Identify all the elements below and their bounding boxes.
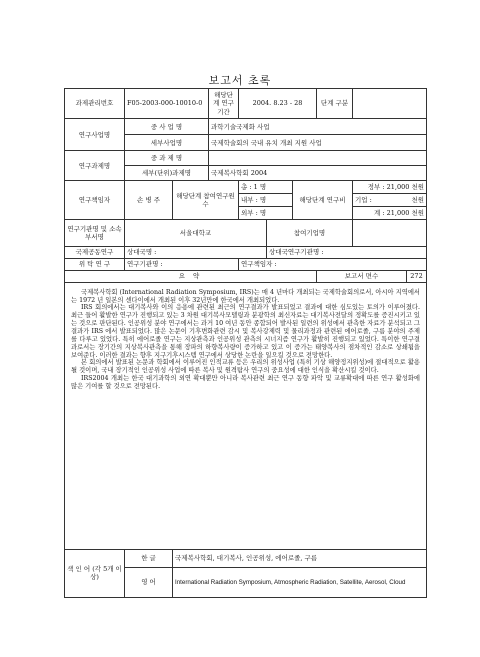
- intl-country: 상대국명 :: [125, 246, 267, 258]
- keywords-ko-label: 한 글: [125, 549, 173, 567]
- institution-value: 서울대학교: [125, 220, 267, 246]
- stage-value: [353, 89, 427, 119]
- program-main-value: 과학기술국제화 사업: [209, 119, 427, 135]
- abstract-paragraph-3: 본 회의에서 발표된 논문과 학회에서 이루어진 인적교류 등은 우리의 위성사업 (특히 기상 해양정지위성)에 절대적으로 활용될 것이며, 국내 장기적인 인공위성 사업에 따른 복사 및 원격탐사 연구의 중요성에 대한 인식을 확산시킬 것이다.: [71, 359, 421, 375]
- leader-label: 연구책임자: [65, 181, 125, 220]
- program-sub-value: 국제학술회의 국내 유치 개최 지원 사업: [209, 135, 427, 151]
- row-leader-1: [65, 181, 427, 194]
- funds-label: 해당단계 연구비: [293, 181, 353, 220]
- period-value: 2004. 8.23 - 28: [239, 89, 317, 119]
- row-management: [65, 89, 427, 119]
- program-sub-label: 세부사업명: [125, 135, 209, 151]
- row-intl: [65, 246, 427, 258]
- mgmt-no-value: F05-2003-000-10010-0: [125, 89, 209, 119]
- period-label: 해당단계 연구기간: [209, 89, 239, 119]
- project-detail-label: 세부(단위)과제명: [125, 166, 209, 181]
- institution-label: 연구기관명 및 소속부서명: [65, 220, 125, 246]
- researchers-label: 해당단계 참여연구원 수: [173, 181, 239, 220]
- program-main-label: 중 사 업 명: [125, 119, 209, 135]
- row-summary-header: [65, 270, 427, 282]
- mgmt-no-label: 과제관리번호: [65, 89, 125, 119]
- keywords-en-value: International Radiation Symposium, Atmospheric Radiation, Satellite, Aerosol, Cloud: [173, 567, 427, 597]
- row-program-main: [65, 119, 427, 135]
- researchers-internal: 내부 : 명: [239, 194, 293, 207]
- project-label: 연구과제명: [65, 151, 125, 181]
- researchers-total: 총 : 1 명: [239, 181, 293, 194]
- funds-corp: 기업 :: [353, 194, 407, 207]
- researchers-external: 외부 : 명: [239, 207, 293, 220]
- abstract-paragraph-4: IRS2004 개최는 한국 대기과학의 외연 확대뿐만 아니라 복사관련 최근 연구 동향 파악 및 교류확대에 따른 연구 활성화에 많은 기여를 할 것으로 전망된다.: [71, 375, 421, 391]
- row-keywords-ko: [65, 549, 427, 567]
- intl-label: 국제공동연구: [65, 246, 125, 258]
- partner-label: 참여기업명: [267, 220, 353, 246]
- leader-name: 손 병 주: [125, 181, 173, 220]
- outsource-label: 위 탁 연 구: [65, 258, 125, 270]
- project-detail-value: 국제복사학회 2004: [209, 166, 427, 181]
- row-institution: [65, 220, 427, 246]
- funds-corp-unit: 천원: [407, 194, 427, 207]
- project-main-label: 중 과 제 명: [125, 151, 209, 166]
- row-outsource: [65, 258, 427, 270]
- row-abstract: [65, 282, 427, 549]
- pages-label: 보고서 면수: [317, 270, 407, 282]
- partner-value: [353, 220, 427, 246]
- abstract-body: [65, 282, 427, 549]
- report-summary-table: [64, 88, 427, 598]
- program-label: 연구사업명: [65, 119, 125, 151]
- outsource-org: 연구기관명 :: [125, 258, 239, 270]
- funds-sum: 계 : 21,000 천원: [353, 207, 427, 220]
- abstract-paragraph-2: IRS 회의에서는 대기복사와 이의 응용에 관련된 최근의 연구결과가 발표되었고 결과에 대한 심도있는 토의가 이루어졌다. 최근 들어 활발한 연구가 진행되고 있는 3 차원 대기복사모델링과 분광학의 최신자료는 대기복사전달의 정확도를 증진시키고 있는 것으로 판단된다. 인공위성 분야 연구에서는 과거 10 여년 동안 종합되어 발사된 일련의 위성에서 관측한 자료가 분석되고 그 결과가 IRS 에서 발표되었다. 많은 논문이 기후변화관련 감시 및 복사강제력 및 물리과정과 관련된 에어로졸, 구름 분야의 주제를 다루고 있었다. 특히 에어로졸 연구는 지상관측과 인공위성 관측의 시너지즘 연구가 활발히 진행되고 있었다. 특이한 연구결과로서는 장기간의 지상복사관측을 통해 장파의 하향복사량이 증가하고 있고 이 증가는 태양복사의 점차적인 감소로 상쇄됨을 보여준다. 이러한 결과는 향후 지구기후시스템 연구에서 상당한 논란을 일으킬 것으로 전망한다.: [71, 304, 421, 359]
- pages-value: 272: [407, 270, 427, 282]
- keywords-ko-value: 국제복사학회, 대기복사, 인공위성, 에어로졸, 구름: [173, 549, 427, 567]
- keywords-label: 색 인 어 (각 5개 이상): [65, 549, 125, 597]
- row-project-main: [65, 151, 427, 166]
- summary-label: 요 약: [65, 270, 317, 282]
- keywords-en-label: 영 어: [125, 567, 173, 597]
- page-title-text: 보고서 초록: [208, 74, 272, 87]
- abstract-paragraph-1: 국제복사학회 (International Radiation Symposium, IRS)는 매 4 년마다 개최되는 국제학술회의로서, 아시아 지역에서는 1972 년 일본의 센다이에서 개최된 이후 32년만에 한국에서 개최되었다.: [71, 288, 421, 304]
- page-title: [0, 72, 480, 88]
- funds-gov: 정부 : 21,000 천원: [353, 181, 427, 194]
- outsource-leader: 연구책임자 :: [239, 258, 427, 270]
- intl-org: 상대국연구기관명 :: [267, 246, 427, 258]
- stage-label: 단계 구분: [317, 89, 353, 119]
- project-main-value: [209, 151, 427, 166]
